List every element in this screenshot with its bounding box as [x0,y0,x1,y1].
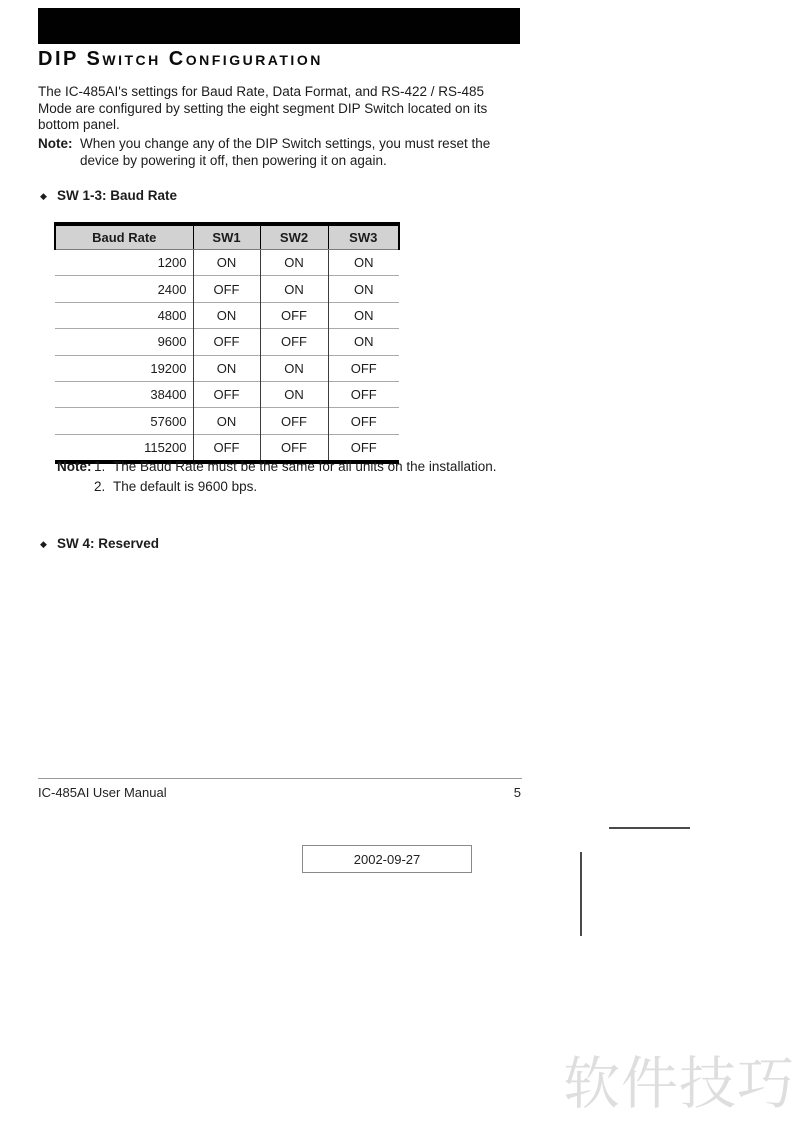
diamond-bullet-icon: ◆ [40,539,47,549]
sw3-cell: ON [328,250,399,276]
note-number: 1. [94,459,106,474]
note-text: The Baud Rate must be the same for all units on the installation. [113,459,497,474]
sw2-cell: ON [260,250,328,276]
table-row [55,355,399,381]
note-line: device by powering it off, then powering it on again. [80,152,387,168]
note-line: When you change any of the DIP Switch settings, you must reset the [80,136,491,151]
table-row [55,381,399,407]
table-notes [57,457,496,497]
intro-line: The IC-485AI's settings for Baud Rate, Data Format, and RS-422 / RS-485 [38,84,485,99]
baud-cell: 38400 [55,381,193,407]
footer-divider [38,778,522,779]
baud-cell: 9600 [55,329,193,355]
date-stamp-text: 2002-09-27 [353,851,421,867]
column-header-sw1: SW1 [193,224,260,250]
column-header-baud-rate: Baud Rate [55,224,193,250]
note-number: 2. [94,479,106,494]
table-row [55,276,399,302]
sw1-cell: OFF [193,381,260,407]
column-header-sw3: SW3 [328,224,399,250]
vertical-rule-mark [580,852,582,936]
diamond-bullet-icon: ◆ [40,191,47,201]
table-row [55,250,399,276]
baud-rate-table [54,222,400,464]
note-label-spacer [57,477,94,497]
sw2-cell: ON [260,276,328,302]
intro-line: Mode are configured by setting the eight segment DIP Switch located on its [38,100,488,116]
sw1-cell: ON [193,250,260,276]
sw3-cell: OFF [328,434,399,462]
sw1-cell: OFF [193,329,260,355]
note-label: Note: [38,136,73,151]
table-header-row [55,224,399,250]
baud-cell: 57600 [55,408,193,434]
baud-cell: 4800 [55,302,193,328]
sw2-cell: OFF [260,434,328,462]
top-black-banner [38,8,520,44]
note-label: Note: [57,459,92,474]
sw2-cell: OFF [260,408,328,434]
footer-page-number: 5 [513,785,521,800]
sw2-cell: OFF [260,302,328,328]
table-note-item [57,457,496,477]
sw1-cell: ON [193,408,260,434]
sw2-cell: OFF [260,329,328,355]
section-heading-sw1-3 [40,188,177,203]
sw2-cell: ON [260,355,328,381]
sw3-cell: OFF [328,408,399,434]
sw1-cell: ON [193,302,260,328]
sw3-cell: OFF [328,381,399,407]
table-note-item [57,477,496,497]
watermark-text: 软件技巧 [563,1052,795,1116]
sw1-cell: OFF [193,276,260,302]
sw2-cell: ON [260,381,328,407]
baud-cell: 1200 [55,250,193,276]
sw1-cell: ON [193,355,260,381]
table-row [55,329,399,355]
section-heading-sw4 [40,536,159,551]
page-title: DIP Switch Configuration [38,48,323,70]
intro-paragraph [38,84,508,134]
note-text [80,136,500,169]
table-row [55,408,399,434]
sw3-cell: ON [328,276,399,302]
sw3-cell: OFF [328,355,399,381]
sw1-cell: OFF [193,434,260,462]
sw3-cell: ON [328,329,399,355]
note-text: The default is 9600 bps. [113,479,258,494]
column-header-sw2: SW2 [260,224,328,250]
baud-cell: 2400 [55,276,193,302]
section-heading-label: SW 4: Reserved [57,536,160,551]
sw3-cell: ON [328,302,399,328]
horizontal-rule-mark [609,827,690,829]
baud-cell: 19200 [55,355,193,381]
baud-cell: 115200 [55,434,193,462]
table-row [55,302,399,328]
footer-manual-name: IC-485AI User Manual [38,785,167,800]
date-stamp-box [302,845,472,873]
reset-note [38,136,500,169]
intro-line: bottom panel. [38,117,120,132]
section-heading-label: SW 1-3: Baud Rate [57,188,178,203]
